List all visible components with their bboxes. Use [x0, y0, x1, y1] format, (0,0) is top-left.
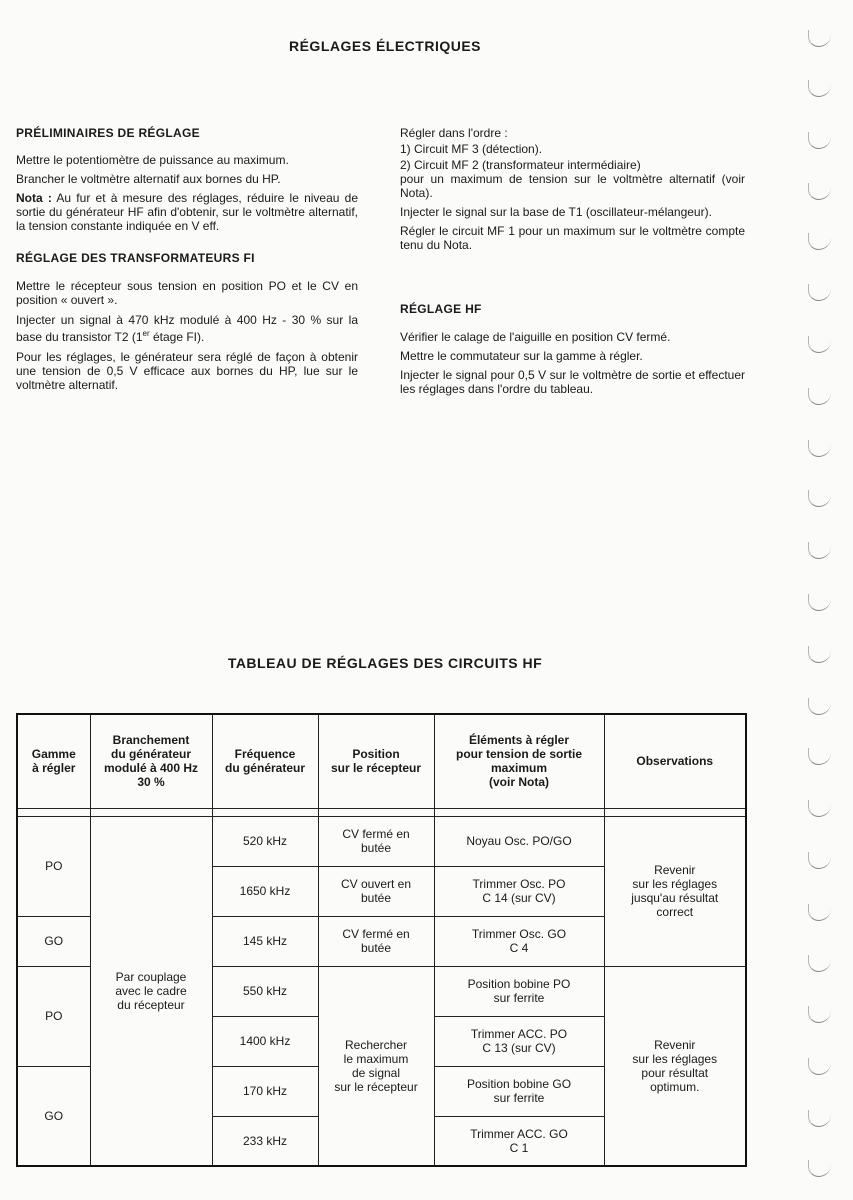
- binding-hole: [808, 594, 831, 611]
- binding-hole: [808, 1110, 831, 1127]
- element-cell: Trimmer ACC. PO C 13 (sur CV): [434, 1016, 604, 1066]
- binding-hole: [808, 183, 831, 200]
- frequency-cell: 1400 kHz: [212, 1016, 318, 1066]
- position-cell: Rechercher le maximum de signal sur le récepteur: [318, 966, 434, 1166]
- reglage-fi-p1: Mettre le récepteur sous tension en position PO et le CV en position « ouvert ».: [16, 279, 358, 307]
- element-cell: Trimmer ACC. GO C 1: [434, 1116, 604, 1166]
- preliminaires-heading: PRÉLIMINAIRES DE RÉGLAGE: [16, 126, 200, 140]
- binding-hole: [808, 388, 831, 405]
- binding-hole: [808, 132, 831, 149]
- reglage-fi-p3: Pour les réglages, le générateur sera réglé de façon à obtenir une tension de 0,5 V efficace aux bornes du HP, lue sur le voltmètre alternatif.: [16, 350, 358, 392]
- binding-hole: [808, 646, 831, 663]
- header-frequence: Fréquence du générateur: [212, 714, 318, 808]
- nota-text: Au fur et à mesure des réglages, réduire le niveau de sortie du générateur HF afin d'obtenir, sur le voltmètre alternatif, la tension constante indiquée en V eff.: [16, 191, 358, 233]
- ordre-item1: 1) Circuit MF 3 (détection).: [400, 142, 543, 156]
- right-column: [400, 126, 745, 396]
- table-header-row: [17, 714, 746, 808]
- reglage-fi-p2-a: Injecter un signal à 470 kHz modulé à 400 Hz - 30 % sur la base du transistor T2 (1: [16, 313, 358, 344]
- observation-cell: Revenir sur les réglages pour résultat optimum.: [604, 966, 746, 1166]
- element-cell: Noyau Osc. PO/GO: [434, 816, 604, 866]
- binding-hole: [808, 955, 831, 972]
- position-cell: CV fermé en butée: [318, 816, 434, 866]
- binding-hole: [808, 490, 831, 507]
- frequency-cell: 1650 kHz: [212, 866, 318, 916]
- position-cell: CV ouvert en butée: [318, 866, 434, 916]
- reglage-fi-heading: RÉGLAGE DES TRANSFORMATEURS FI: [16, 251, 255, 265]
- observation-cell: Revenir sur les réglages jusqu'au résultat correct: [604, 816, 746, 966]
- header-gamme: Gamme à régler: [17, 714, 90, 808]
- binding-hole: [808, 904, 831, 921]
- binding-hole: [808, 233, 831, 250]
- binding-hole: [808, 284, 831, 301]
- page-title: RÉGLAGES ÉLECTRIQUES: [288, 38, 482, 54]
- ordre-inject: Injecter le signal sur la base de T1 (oscillateur-mélangeur).: [400, 205, 712, 219]
- element-cell: Position bobine GO sur ferrite: [434, 1066, 604, 1116]
- binding-hole: [808, 440, 831, 457]
- binding-hole: [808, 336, 831, 353]
- ordre-item2-cont: pour un maximum de tension sur le voltmètre alternatif (voir Nota).: [400, 172, 745, 200]
- binding-hole: [808, 1160, 831, 1177]
- reglage-hf-p1: Vérifier le calage de l'aiguille en position CV fermé.: [400, 330, 671, 344]
- header-position: Position sur le récepteur: [318, 714, 434, 808]
- frequency-cell: 233 kHz: [212, 1116, 318, 1166]
- binding-hole: [808, 748, 831, 765]
- binding-hole: [808, 30, 831, 47]
- table-row: [17, 816, 746, 866]
- element-cell: Trimmer Osc. GO C 4: [434, 916, 604, 966]
- preliminaires-nota: [16, 191, 358, 233]
- nota-label: Nota :: [16, 191, 52, 205]
- binding-hole: [808, 698, 831, 715]
- ordre-item2: 2) Circuit MF 2 (transformateur intermédiaire): [400, 158, 641, 172]
- gamme-cell: PO: [17, 966, 90, 1066]
- element-cell: Trimmer Osc. PO C 14 (sur CV): [434, 866, 604, 916]
- binding-hole: [808, 1058, 831, 1075]
- table-title: TABLEAU DE RÉGLAGES DES CIRCUITS HF: [227, 655, 543, 671]
- reglage-fi-p2-sup: er: [142, 329, 150, 338]
- binding-hole: [808, 852, 831, 869]
- hf-settings-table: [16, 713, 747, 1167]
- left-column: [16, 126, 358, 392]
- reglage-fi-p2-b: étage FI).: [149, 330, 205, 344]
- binding-hole: [808, 800, 831, 817]
- binding-hole: [808, 542, 831, 559]
- preliminaires-p2: Brancher le voltmètre alternatif aux bornes du HP.: [16, 172, 281, 186]
- element-cell: Position bobine PO sur ferrite: [434, 966, 604, 1016]
- ordre-intro: Régler dans l'ordre :: [400, 126, 508, 140]
- reglage-hf-p2: Mettre le commutateur sur la gamme à régler.: [400, 349, 643, 363]
- reglage-hf-heading: RÉGLAGE HF: [400, 302, 482, 316]
- gamme-cell: GO: [17, 1066, 90, 1166]
- branchement-cell: Par couplage avec le cadre du récepteur: [90, 816, 212, 1166]
- reglage-hf-p3: Injecter le signal pour 0,5 V sur le voltmètre de sortie et effectuer les réglages dans l'ordre du tableau.: [400, 368, 745, 396]
- frequency-cell: 520 kHz: [212, 816, 318, 866]
- frequency-cell: 550 kHz: [212, 966, 318, 1016]
- ordre-mf1: Régler le circuit MF 1 pour un maximum sur le voltmètre compte tenu du Nota.: [400, 224, 745, 252]
- header-elements: Éléments à régler pour tension de sortie maximum (voir Nota): [434, 714, 604, 808]
- binding-hole: [808, 1006, 831, 1023]
- frequency-cell: 145 kHz: [212, 916, 318, 966]
- header-branchement: Branchement du générateur modulé à 400 Hz 30 %: [90, 714, 212, 808]
- gamme-cell: PO: [17, 816, 90, 916]
- header-observations: Observations: [604, 714, 746, 808]
- reglage-fi-p2: [16, 313, 358, 344]
- preliminaires-p1: Mettre le potentiomètre de puissance au maximum.: [16, 153, 289, 167]
- binding-hole: [808, 80, 831, 97]
- position-cell: CV fermé en butée: [318, 916, 434, 966]
- frequency-cell: 170 kHz: [212, 1066, 318, 1116]
- gamme-cell: GO: [17, 916, 90, 966]
